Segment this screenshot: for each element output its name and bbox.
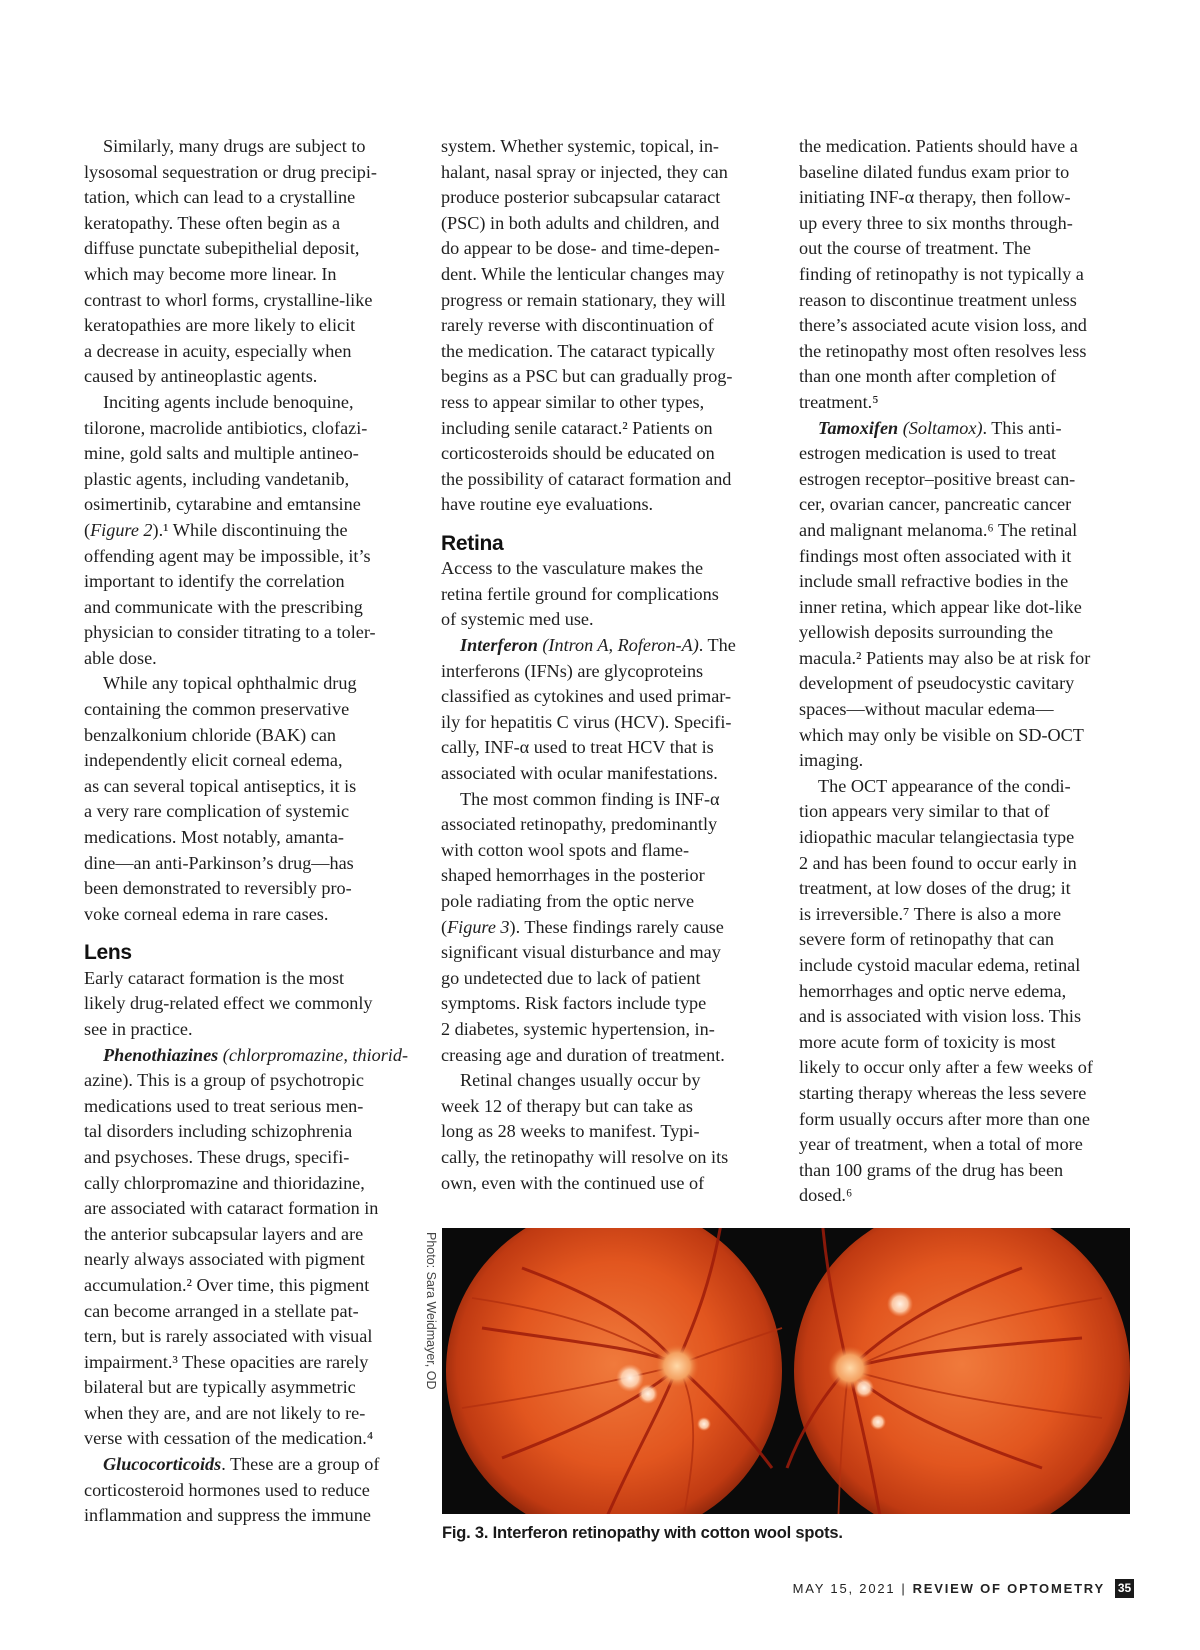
- publication-name: REVIEW OF OPTOMETRY: [912, 1581, 1105, 1596]
- text-line: cer, ovarian cancer, pancreatic cancer: [799, 494, 1072, 515]
- text-line: azine). This is a group of psychotropic: [84, 1070, 364, 1091]
- text-line: can become arranged in a stellate pat-: [84, 1300, 359, 1321]
- section-heading: Lens: [84, 941, 132, 965]
- page-footer: [793, 1579, 1134, 1598]
- text-line: initiating INF-α therapy, then follow-: [799, 187, 1071, 208]
- text-line: dine—an anti-Parkinson’s drug—has: [84, 852, 354, 873]
- text-line: than 100 grams of the drug has been: [799, 1159, 1064, 1180]
- section-heading: Retina: [441, 531, 504, 555]
- text-line: tation, which can lead to a crystalline: [84, 187, 356, 208]
- text-line: findings most often associated with it: [799, 545, 1072, 566]
- text-line: lysosomal sequestration or drug precipi-: [84, 161, 377, 182]
- text-line: 2 and has been found to occur early in: [799, 852, 1077, 873]
- text-line: impairment.³ These opacities are rarely: [84, 1351, 369, 1372]
- text-line: bilateral but are typically asymmetric: [84, 1377, 356, 1398]
- text-line: macula.² Patients may also be at risk for: [799, 647, 1091, 668]
- text-line: Access to the vasculature makes the: [441, 558, 704, 579]
- text-line: While any topical ophthalmic drug: [103, 673, 357, 694]
- section-gap: [441, 518, 767, 531]
- text-line: corticosteroids should be educated on: [441, 443, 715, 464]
- text-line: out the course of treatment. The: [799, 238, 1031, 259]
- figure-reference: Figure 2: [90, 519, 153, 540]
- figure-reference: Figure 3: [447, 916, 510, 937]
- text-line: offending agent may be impossible, it’s: [84, 545, 371, 566]
- brand-names: (chlorpromazine, thiorid-: [218, 1044, 408, 1065]
- fundus-photo-figure: [442, 1228, 1130, 1514]
- text-line: halant, nasal spray or injected, they can: [441, 161, 728, 182]
- text-line: Early cataract formation is the most: [84, 967, 345, 988]
- text-line: there’s associated acute vision loss, and: [799, 315, 1087, 336]
- text-line: of systemic med use.: [441, 609, 594, 630]
- text-line: idiopathic macular telangiectasia type: [799, 827, 1075, 848]
- text-line: tern, but is rarely associated with visual: [84, 1326, 373, 1347]
- article-column-1: [84, 134, 414, 1529]
- drug-name: Tamoxifen: [818, 417, 899, 438]
- text-line: year of treatment, when a total of more: [799, 1134, 1083, 1155]
- text-line: yellowish deposits surrounding the: [799, 622, 1054, 643]
- text-line: estrogen medication is used to treat: [799, 443, 1057, 464]
- text-line: The OCT appearance of the condi-: [818, 775, 1071, 796]
- text-line: interferons (IFNs) are glycoproteins: [441, 660, 704, 681]
- text-line: include small refractive bodies in the: [799, 571, 1069, 592]
- text-line: independently elicit corneal edema,: [84, 750, 343, 771]
- figure-caption: Fig. 3. Interferon retinopathy with cotton wool spots.: [442, 1524, 843, 1542]
- text-line: tion appears very similar to that of: [799, 801, 1050, 822]
- article-column-2: [441, 134, 767, 1196]
- text-line: Similarly, many drugs are subject to: [103, 136, 366, 156]
- text-line: a very rare complication of systemic: [84, 801, 350, 822]
- text-line: shaped hemorrhages in the posterior: [441, 865, 705, 886]
- text-line: keratopathies are more likely to elicit: [84, 315, 356, 336]
- text-line: finding of retinopathy is not typically a: [799, 263, 1084, 284]
- text-line: keratopathy. These often begin as a: [84, 212, 341, 233]
- text-line: including senile cataract.² Patients on: [441, 417, 713, 438]
- text-line: and communicate with the prescribing: [84, 596, 363, 617]
- text-line: the medication. The cataract typically: [441, 340, 715, 361]
- text-line: begins as a PSC but can gradually prog-: [441, 366, 733, 387]
- text-line: do appear to be dose- and time-depen-: [441, 238, 720, 259]
- text-line: the medication. Patients should have a: [799, 136, 1078, 156]
- text-line: development of pseudocystic cavitary: [799, 673, 1075, 694]
- text-line: Retinal changes usually occur by: [460, 1070, 701, 1091]
- text-line: which may only be visible on SD-OCT: [799, 724, 1084, 745]
- paragraph-lead-line: Interferon (Intron A, Roferon-A). The: [460, 635, 736, 656]
- text-line: nearly always associated with pigment: [84, 1249, 365, 1270]
- photo-credit: Photo: Sara Weidmayer, OD: [424, 1232, 438, 1390]
- page-number: 35: [1115, 1579, 1134, 1598]
- text-line: have routine eye evaluations.: [441, 494, 654, 515]
- text-line: The most common finding is INF-α: [460, 788, 720, 809]
- paragraph-lead-line: Tamoxifen (Soltamox). This anti-: [818, 417, 1062, 438]
- text-line: medications used to treat serious men-: [84, 1095, 364, 1116]
- text-line: plastic agents, including vandetanib,: [84, 468, 350, 489]
- text-line: cally, the retinopathy will resolve on its: [441, 1146, 729, 1167]
- text-line: significant visual disturbance and may: [441, 942, 721, 963]
- text-line: is irreversible.⁷ There is also a more: [799, 903, 1062, 924]
- text-line: voke corneal edema in rare cases.: [84, 903, 329, 924]
- text-line: able dose.: [84, 647, 157, 668]
- text-line: osimertinib, cytarabine and emtansine: [84, 494, 361, 515]
- text-line: up every three to six months through-: [799, 212, 1073, 233]
- text-line: ress to appear similar to other types,: [441, 391, 705, 412]
- text-line: rarely reverse with discontinuation of: [441, 315, 714, 336]
- text-line: tal disorders including schizophrenia: [84, 1121, 353, 1142]
- text-line: with cotton wool spots and flame-: [441, 839, 690, 860]
- drug-name: Phenothiazines: [103, 1044, 219, 1065]
- text-line: verse with cessation of the medication.⁴: [84, 1428, 374, 1449]
- brand-names: (Intron A, Roferon-A): [537, 635, 699, 656]
- text-line: benzalkonium chloride (BAK) can: [84, 724, 337, 745]
- text-line: caused by antineoplastic agents.: [84, 366, 318, 387]
- text-line: see in practice.: [84, 1018, 193, 1039]
- text-line: reason to discontinue treatment unless: [799, 289, 1077, 310]
- text-line: associated with ocular manifestations.: [441, 763, 718, 784]
- text-line: more acute form of toxicity is most: [799, 1031, 1056, 1052]
- text-line: (Figure 2).¹ While discontinuing the: [84, 519, 348, 540]
- text-line: (PSC) in both adults and children, and: [441, 212, 720, 233]
- text-line: containing the common preservative: [84, 699, 350, 720]
- text-line: spaces—without macular edema—: [799, 699, 1054, 720]
- fundus-image-right: [787, 1228, 1130, 1514]
- text-line: and is associated with vision loss. This: [799, 1006, 1082, 1027]
- text-line: produce posterior subcapsular cataract: [441, 187, 721, 208]
- footer-separator: |: [901, 1581, 907, 1596]
- text-line: important to identify the correlation: [84, 571, 345, 592]
- text-line: system. Whether systemic, topical, in-: [441, 136, 719, 156]
- text-line: hemorrhages and optic nerve edema,: [799, 980, 1067, 1001]
- text-line: imaging.: [799, 750, 864, 771]
- text-line: symptoms. Risk factors include type: [441, 993, 707, 1014]
- text-line: cally chlorpromazine and thioridazine,: [84, 1172, 365, 1193]
- text-line: medications. Most notably, amanta-: [84, 827, 344, 848]
- fundus-photos: [442, 1228, 1130, 1514]
- drug-name: Glucocorticoids: [103, 1454, 222, 1475]
- text-line: likely drug-related effect we commonly: [84, 993, 373, 1014]
- text-line: treatment.⁵: [799, 391, 879, 412]
- text-line: which may become more linear. In: [84, 263, 337, 284]
- text-line: progress or remain stationary, they will: [441, 289, 726, 310]
- text-line: as can several topical antiseptics, it is: [84, 775, 357, 796]
- text-line: mine, gold salts and multiple antineo-: [84, 443, 359, 464]
- text-line: corticosteroid hormones used to reduce: [84, 1479, 370, 1500]
- text-line: severe form of retinopathy that can: [799, 929, 1055, 950]
- text-line: estrogen receptor–positive breast can-: [799, 468, 1076, 489]
- text-line: include cystoid macular edema, retinal: [799, 955, 1081, 975]
- text-line: week 12 of therapy but can take as: [441, 1095, 693, 1116]
- text-line: inner retina, which appear like dot-like: [799, 596, 1082, 617]
- text-line: dent. While the lenticular changes may: [441, 263, 725, 284]
- text-line: go undetected due to lack of patient: [441, 967, 701, 988]
- text-line: Inciting agents include benoquine,: [103, 391, 354, 412]
- brand-names: (Soltamox): [898, 417, 983, 438]
- section-gap: [84, 927, 414, 940]
- text-line: contrast to whorl forms, crystalline-like: [84, 289, 373, 310]
- text-line: likely to occur only after a few weeks of: [799, 1057, 1093, 1078]
- text-line: the retinopathy most often resolves less: [799, 340, 1087, 361]
- text-line: creasing age and duration of treatment.: [441, 1044, 725, 1065]
- text-line: diffuse punctate subepithelial deposit,: [84, 238, 360, 259]
- text-line: form usually occurs after more than one: [799, 1108, 1090, 1129]
- fundus-image-left: [446, 1228, 782, 1514]
- text-line: associated retinopathy, predominantly: [441, 814, 718, 835]
- text-line: physician to consider titrating to a toler-: [84, 622, 376, 643]
- text-line: own, even with the continued use of: [441, 1172, 705, 1193]
- issue-date: MAY 15, 2021: [792, 1581, 896, 1596]
- text-line: than one month after completion of: [799, 366, 1057, 387]
- text-line: classified as cytokines and used primar-: [441, 686, 732, 707]
- text-line: long as 28 weeks to manifest. Typi-: [441, 1121, 700, 1142]
- paragraph-lead-line: [84, 1043, 414, 1069]
- text-line: retina fertile ground for complications: [441, 583, 719, 604]
- text-line: pole radiating from the optic nerve: [441, 891, 695, 912]
- text-line: ily for hepatitis C virus (HCV). Specifi-: [441, 711, 732, 732]
- text-line: and psychoses. These drugs, specifi-: [84, 1146, 350, 1167]
- text-line: and malignant melanoma.⁶ The retinal: [799, 519, 1078, 540]
- text-line: treatment, at low doses of the drug; it: [799, 878, 1071, 899]
- text-line: tilorone, macrolide antibiotics, clofazi-: [84, 417, 368, 438]
- text-line: accumulation.² Over time, this pigment: [84, 1274, 370, 1295]
- article-column-3: [799, 134, 1131, 1209]
- text-line: the possibility of cataract formation and: [441, 468, 732, 489]
- text-line: the anterior subcapsular layers and are: [84, 1223, 364, 1244]
- text-line: cally, INF-α used to treat HCV that is: [441, 737, 714, 758]
- text-line: a decrease in acuity, especially when: [84, 340, 352, 361]
- text-line: dosed.⁶: [799, 1185, 853, 1206]
- drug-name: Interferon: [460, 635, 538, 656]
- text-line: (Figure 3). These findings rarely cause: [441, 916, 724, 937]
- paragraph-lead-line: Glucocorticoids. These are a group of: [103, 1454, 380, 1475]
- text-line: starting therapy whereas the less severe: [799, 1082, 1087, 1103]
- text-line: are associated with cataract formation in: [84, 1198, 379, 1219]
- text-line: been demonstrated to reversibly pro-: [84, 878, 352, 899]
- text-line: baseline dilated fundus exam prior to: [799, 161, 1070, 182]
- text-line: when they are, and are not likely to re-: [84, 1402, 366, 1423]
- text-line: inflammation and suppress the immune: [84, 1505, 371, 1526]
- text-line: 2 diabetes, systemic hypertension, in-: [441, 1018, 715, 1039]
